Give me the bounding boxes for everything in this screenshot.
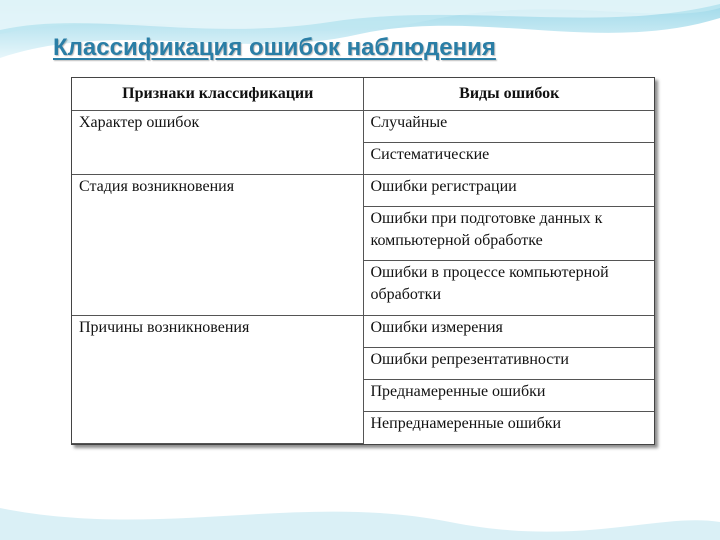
error-type-cell: Ошибки регистрации — [363, 175, 654, 207]
sign-cell: Стадия возникновения — [72, 175, 363, 315]
sign-cell: Характер ошибок — [72, 111, 363, 175]
header-error-types: Виды ошибок — [363, 78, 654, 111]
error-type-cell: Ошибки репрезентативности — [363, 347, 654, 379]
table-row — [72, 175, 654, 207]
table-row — [72, 111, 654, 143]
error-type-cell: Ошибки в процессе компьютерной обработки — [363, 261, 654, 315]
table-header-row — [72, 78, 654, 111]
error-type-cell: Непреднамеренные ошибки — [370, 414, 562, 432]
error-type-cell: Преднамеренные ошибки — [363, 379, 654, 411]
error-type-cell: Систематические — [363, 143, 654, 175]
error-type-cell: Случайные — [363, 111, 654, 143]
error-type-cell: Ошибки измерения — [363, 315, 654, 347]
slide-title: Классификация ошибок наблюдения — [53, 34, 496, 61]
sign-cell: Причины возникновения — [72, 315, 363, 443]
error-type-cell: Ошибки при подготовке данных к компьютерной обработке — [363, 207, 654, 261]
classification-table — [72, 78, 654, 444]
classification-table-frame — [71, 77, 655, 445]
header-classification-sign: Признаки классификации — [72, 78, 363, 111]
table-row — [72, 315, 654, 347]
